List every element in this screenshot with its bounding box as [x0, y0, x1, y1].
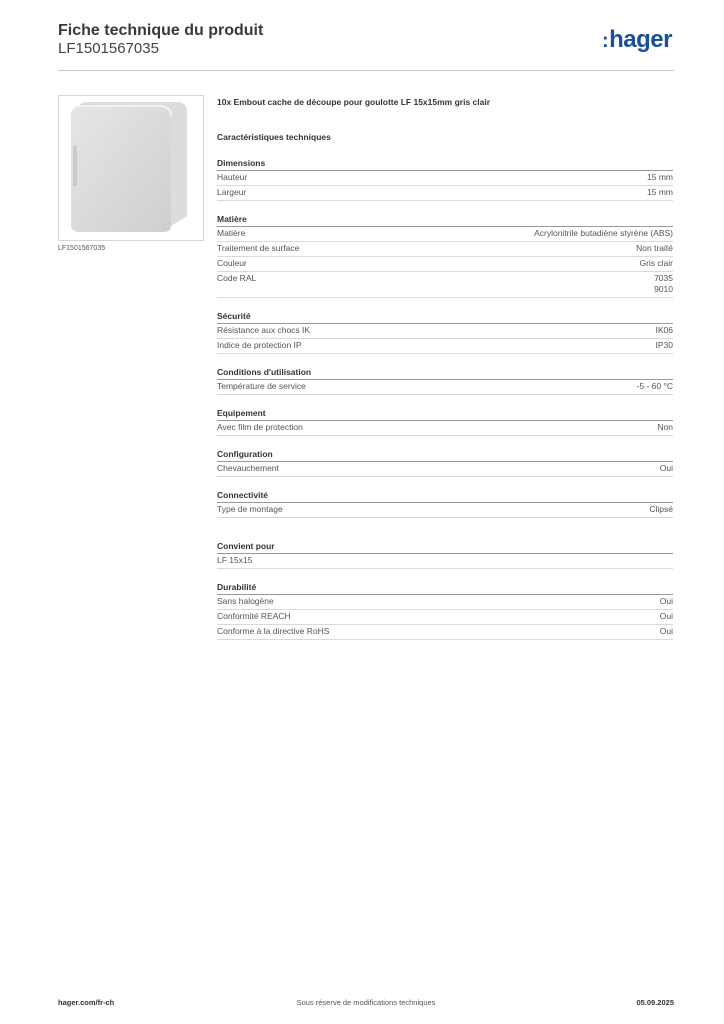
spec-value: Oui	[659, 626, 673, 636]
document-title: Fiche technique du produit	[58, 22, 264, 39]
spec-value: Acrylonitrile butadiène styrène (ABS)	[534, 228, 673, 238]
spec-row	[217, 242, 673, 257]
website-link[interactable]: hager.com/fr-ch	[58, 998, 115, 1007]
spec-value: Non traité	[636, 243, 673, 253]
spec-row	[217, 595, 673, 610]
spec-value: Oui	[659, 463, 673, 473]
spec-group-safety	[217, 310, 673, 354]
spec-value: Gris clair	[639, 258, 673, 268]
group-title: Matière	[217, 213, 673, 227]
spec-label: Code RAL	[217, 273, 257, 283]
spec-label: Avec film de protection	[217, 422, 303, 432]
spec-label: Température de service	[217, 381, 306, 391]
spec-label: Indice de protection IP	[217, 340, 302, 350]
product-details	[217, 96, 673, 640]
image-caption: LF1501567035	[58, 245, 106, 252]
spec-value: 7035 9010	[654, 273, 673, 294]
spec-label: Couleur	[217, 258, 247, 268]
footer-notice: Sous réserve de modifications techniques	[296, 998, 436, 1007]
product-title: 10x Embout cache de découpe pour goulotte LF 15x15mm gris clair	[217, 97, 491, 107]
spec-label: Conforme à la directive RoHS	[217, 626, 330, 636]
spec-row	[217, 186, 673, 201]
spec-value: IK06	[655, 325, 673, 335]
end-cap-icon	[59, 96, 203, 240]
spec-label: Résistance aux chocs IK	[217, 325, 311, 335]
spec-value: 15 mm	[647, 187, 673, 197]
group-title: Connectivité	[217, 489, 673, 503]
spec-group-material	[217, 213, 673, 298]
group-title: Configuration	[217, 448, 673, 462]
footer-date: 05.09.2025	[636, 998, 674, 1007]
group-title: Convient pour	[217, 540, 673, 554]
spec-label: Hauteur	[217, 172, 248, 182]
spec-label: Type de montage	[217, 504, 283, 514]
spec-value: Clipsé	[649, 504, 673, 514]
spec-row	[217, 625, 673, 640]
group-title: Dimensions	[217, 157, 673, 171]
spec-row	[217, 610, 673, 625]
spec-row	[217, 339, 673, 354]
hager-logo	[602, 26, 672, 54]
spec-value: IP30	[655, 340, 673, 350]
group-title: Durabilité	[217, 581, 673, 595]
spec-group-conditions	[217, 366, 673, 395]
spec-value: 15 mm	[647, 172, 673, 182]
spec-group-equipment	[217, 407, 673, 436]
spec-row	[217, 421, 673, 436]
spec-row	[217, 257, 673, 272]
spec-label: Sans halogène	[217, 596, 274, 606]
spec-row	[217, 462, 673, 477]
spec-row	[217, 227, 673, 242]
group-title: Conditions d'utilisation	[217, 366, 673, 380]
spec-value: Oui	[659, 611, 673, 621]
spec-row	[217, 503, 673, 518]
spec-value: Oui	[659, 596, 673, 606]
spec-row	[217, 171, 673, 186]
spec-value: -5 - 60 °C	[636, 381, 673, 391]
product-reference: LF1501567035	[58, 40, 159, 57]
group-title: Equipement	[217, 407, 673, 421]
spec-value: Non	[657, 422, 673, 432]
spec-group-compatible	[217, 540, 673, 569]
logo-dots-icon: :	[601, 30, 609, 52]
specs-heading: Caractéristiques techniques	[217, 132, 331, 142]
logo-text: hager	[609, 26, 672, 53]
page-header	[58, 20, 674, 71]
spec-group-configuration	[217, 448, 673, 477]
spec-row	[217, 554, 673, 569]
spec-row	[217, 324, 673, 339]
group-title: Sécurité	[217, 310, 673, 324]
spec-label: Conformité REACH	[217, 611, 291, 621]
spec-label: Matière	[217, 228, 246, 238]
spec-label: Chevauchement	[217, 463, 279, 473]
product-image	[58, 95, 204, 241]
spec-label: Traitement de surface	[217, 243, 300, 253]
spec-label: Largeur	[217, 187, 247, 197]
spec-row	[217, 380, 673, 395]
spec-group-connectivity	[217, 489, 673, 518]
spec-group-durability	[217, 581, 673, 640]
spec-row	[217, 272, 673, 298]
spec-label: LF 15x15	[217, 555, 253, 565]
spec-group-dimensions	[217, 157, 673, 201]
